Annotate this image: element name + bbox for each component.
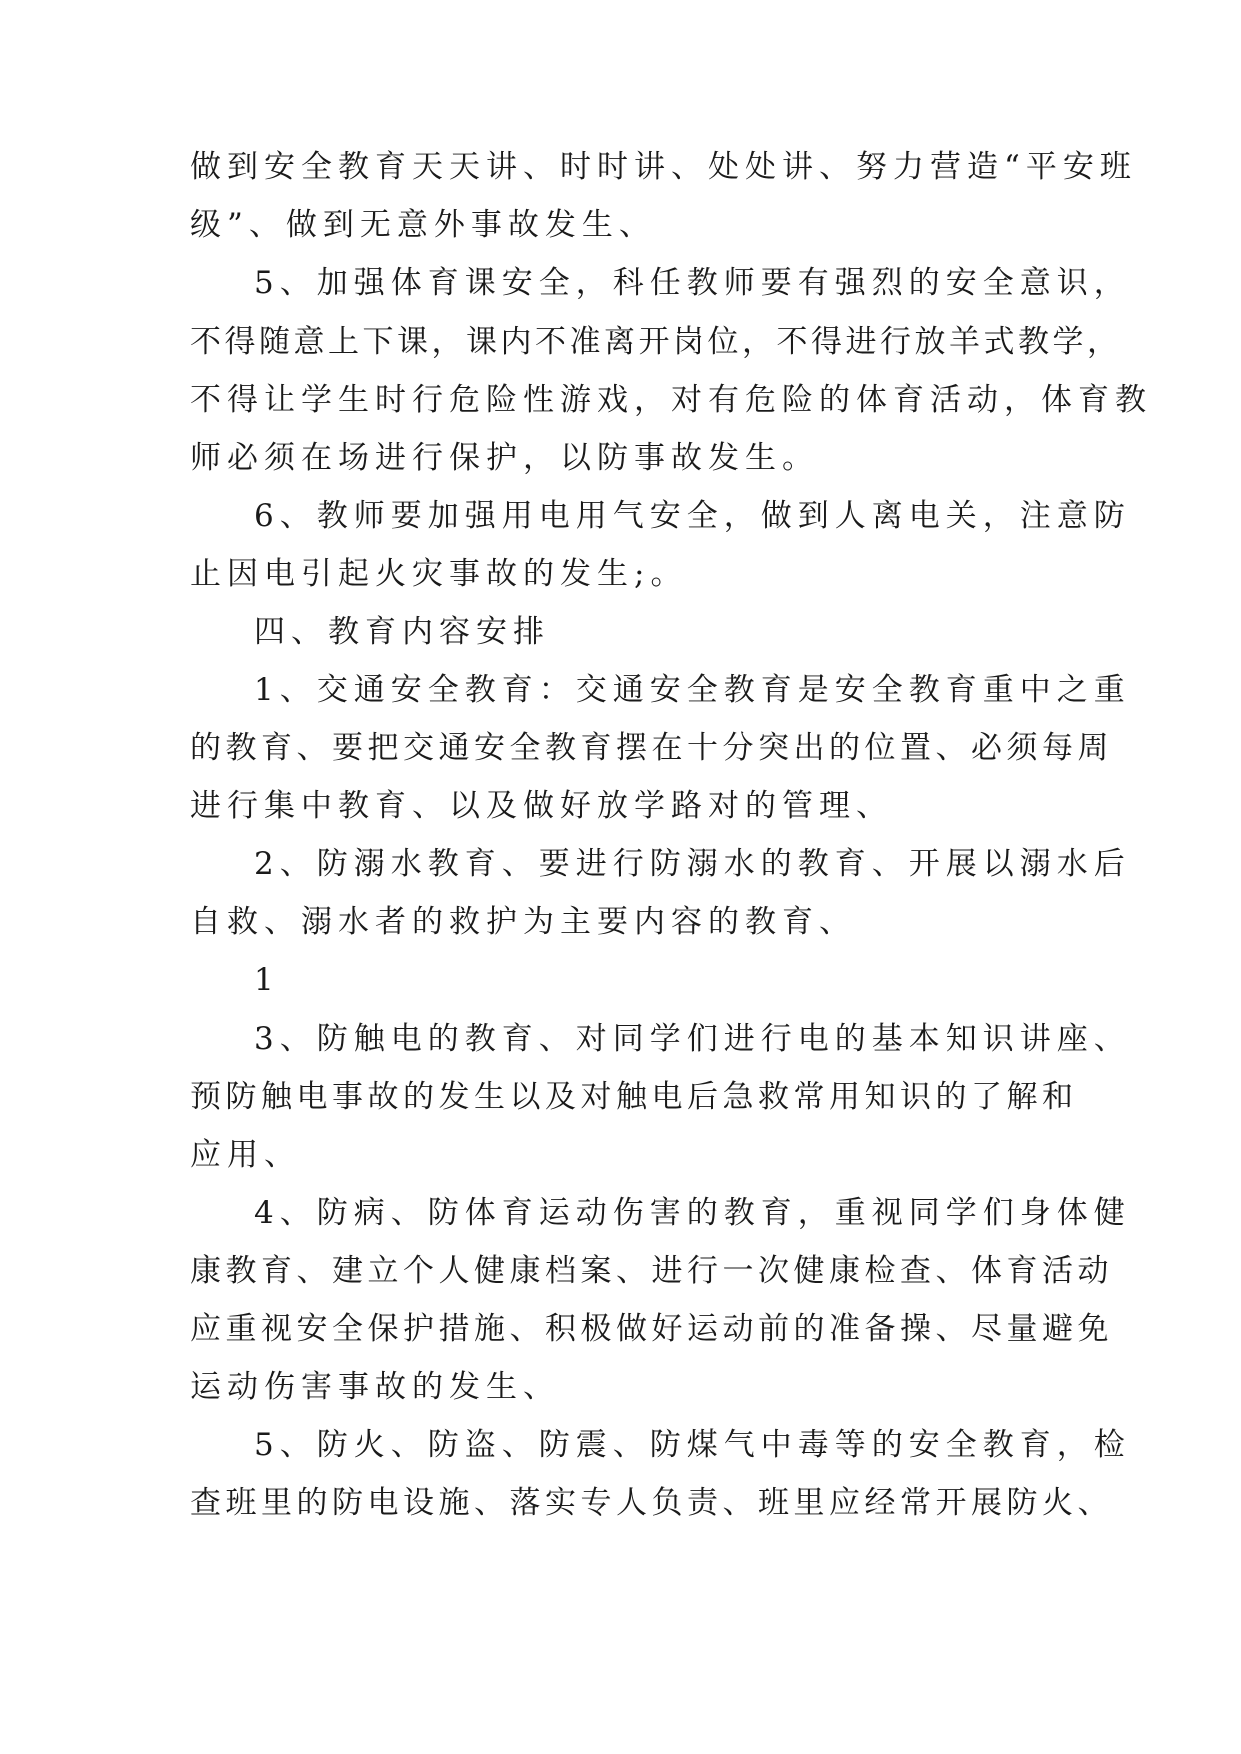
text-line: 应重视安全保护措施、积极做好运动前的准备操、尽量避免: [190, 1311, 1113, 1347]
text-line: 做到安全教育天天讲、时时讲、处处讲、努力营造“平安班: [190, 149, 1137, 185]
paragraph-line-5-sports-safety: 5、加强体育课安全，科任教师要有强烈的安全意识，: [254, 265, 1131, 301]
page-number: 1: [254, 962, 274, 998]
text-line: 应用、: [190, 1137, 301, 1173]
text-line: 运动伤害事故的发生、: [190, 1369, 560, 1405]
paragraph-line-4-health: 4、防病、防体育运动伤害的教育，重视同学们身体健: [254, 1195, 1131, 1231]
text-line: 查班里的防电设施、落实专人负责、班里应经常开展防火、: [190, 1485, 1113, 1521]
text-line: 预防触电事故的发生以及对触电后急救常用知识的了解和: [190, 1079, 1078, 1115]
paragraph-line-6-electric-safety: 6、教师要加强用电用气安全，做到人离电关，注意防: [254, 498, 1131, 534]
text-line: 自救、溺水者的救护为主要内容的教育、: [190, 904, 856, 940]
text-line: 康教育、建立个人健康档案、进行一次健康检查、体育活动: [190, 1253, 1113, 1289]
paragraph-line-1-traffic-safety: 1、交通安全教育：交通安全教育是安全教育重中之重: [254, 672, 1131, 708]
text-line: 的教育、要把交通安全教育摆在十分突出的位置、必须每周: [190, 730, 1113, 766]
text-line: 师必须在场进行保护，以防事故发生。: [190, 440, 819, 476]
paragraph-line-3-electric-shock: 3、防触电的教育、对同学们进行电的基本知识讲座、: [254, 1021, 1131, 1057]
paragraph-line-2-drowning: 2、防溺水教育、要进行防溺水的教育、开展以溺水后: [254, 846, 1131, 882]
paragraph-line-5-fire-safety: 5、防火、防盗、防震、防煤气中毒等的安全教育，检: [254, 1427, 1131, 1463]
text-line: 进行集中教育、以及做好放学路对的管理、: [190, 788, 893, 824]
text-line: 不得随意上下课，课内不准离开岗位，不得进行放羊式教学，: [190, 324, 1122, 360]
text-line: 不得让学生时行危险性游戏，对有危险的体育活动，体育教: [190, 382, 1152, 418]
section-heading-4: 四、教育内容安排: [254, 614, 550, 650]
text-line: 级”、做到无意外事故发生、: [190, 207, 656, 243]
text-line: 止因电引起火灾事故的发生;。: [190, 556, 688, 592]
